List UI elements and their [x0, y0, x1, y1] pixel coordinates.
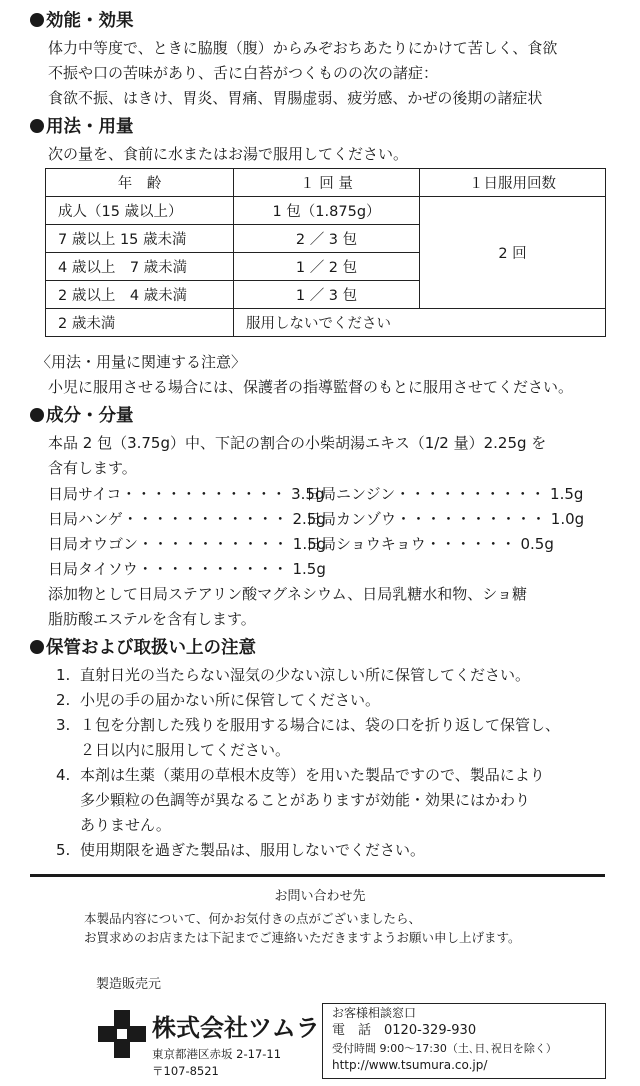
- amount-cell: 1 ／ 3 包: [234, 281, 420, 309]
- age-cell: 2 歳未満: [46, 309, 234, 337]
- storage-line: １包を分割した残りを服用する場合には、袋の口を折り返して保管し、: [80, 716, 561, 734]
- storage-number: 4.: [56, 766, 71, 784]
- maker-postal: 〒107-8521: [152, 1064, 219, 1078]
- ingredient-item: 日局サイコ・・・・・・・・・・・ 3.5g: [48, 485, 325, 503]
- inquiry-title: お問い合わせ先: [274, 889, 366, 904]
- header-amount: １ 回 量: [234, 169, 420, 197]
- inquiry-line: お買求めのお店または下記までご連絡いただきますようお願い申し上げます。: [84, 930, 521, 945]
- company-name: 株式会社ツムラ: [152, 1014, 320, 1042]
- dosage-note-text: 小児に服用させる場合には、保護者の指導監督のもとに服用させてください。: [48, 378, 574, 396]
- storage-line: 小児の手の届かない所に保管してください。: [80, 691, 381, 709]
- bullet-icon: [30, 640, 44, 654]
- bullet-icon: [30, 119, 44, 133]
- ingredient-item: 日局ハンゲ・・・・・・・・・・・ 2.5g: [48, 510, 326, 528]
- amount-cell: 2 ／ 3 包: [234, 225, 420, 253]
- ingredients-intro: 本品 2 包（3.75g）中、下記の割合の小柴胡湯エキス（1/2 量）2.25g を: [48, 434, 547, 452]
- bullet-icon: [30, 408, 44, 422]
- contact-title: お客様相談窓口: [332, 1006, 417, 1020]
- table-row: [46, 197, 606, 225]
- contact-url[interactable]: http://www.tsumura.co.jp/: [332, 1058, 488, 1072]
- age-cell: 2 歳以上 4 歳未満: [46, 281, 234, 309]
- ingredients-heading: 成分・分量: [30, 405, 134, 427]
- ingredient-item: 日局タイソウ・・・・・・・・・・ 1.5g: [48, 560, 326, 578]
- header-times: １日服用回数: [420, 169, 606, 197]
- efficacy-line: 食欲不振、はきけ、胃炎、胃痛、胃腸虚弱、疲労感、かぜの後期の諸症状: [48, 89, 543, 107]
- storage-number: 2.: [56, 691, 71, 709]
- storage-line: ２日以内に服用してください。: [80, 741, 291, 759]
- contact-hours: 受付時間 9:00〜17:30（土､日､祝日を除く）: [332, 1042, 557, 1055]
- inquiry-line: 本製品内容について、何かお気付きの点がございましたら、: [84, 911, 422, 926]
- maker-address: 東京都港区赤坂 2-17-11: [152, 1047, 282, 1061]
- age-cell: 成人（15 歳以上）: [46, 197, 234, 225]
- efficacy-line: 体力中等度で、ときに脇腹（腹）からみぞおちあたりにかけて苦しく、食欲: [48, 39, 558, 57]
- storage-heading: 保管および取扱い上の注意: [30, 637, 256, 659]
- table-row: [46, 309, 606, 337]
- efficacy-line: 不振や口の苦味があり、舌に白苔がつくものの次の諸症：: [48, 64, 439, 82]
- ingredient-item: 日局オウゴン・・・・・・・・・・ 1.5g: [48, 535, 327, 553]
- storage-number: 5.: [56, 841, 71, 859]
- storage-line: ありません。: [80, 816, 171, 834]
- dosage-heading: 用法・用量: [30, 116, 134, 138]
- amount-cell: 1 包（1.875g）: [234, 197, 420, 225]
- ingredients-intro: 含有します。: [48, 459, 137, 477]
- age-cell: 4 歳以上 7 歳未満: [46, 253, 234, 281]
- dosage-note-title: 〈用法・用量に関連する注意〉: [36, 353, 247, 371]
- additives-line: 脂肪酸エステルを含有します。: [48, 610, 256, 628]
- storage-line: 使用期限を過ぎた製品は、服用しないでください。: [80, 841, 426, 859]
- table-header-row: [46, 169, 606, 197]
- age-cell: 7 歳以上 15 歳未満: [46, 225, 234, 253]
- header-age: 年 齢: [46, 169, 234, 197]
- storage-number: 1.: [56, 666, 71, 684]
- tsumura-logo: [98, 1010, 146, 1058]
- maker-label: 製造販売元: [96, 977, 162, 992]
- under2-note: 服用しないでください: [234, 309, 606, 337]
- contact-tel: 電 話 0120-329-930: [332, 1023, 477, 1038]
- ingredient-item: 日局カンゾウ・・・・・・・・・・ 1.0g: [306, 510, 585, 528]
- storage-line: 直射日光の当たらない湿気の少ない涼しい所に保管してください。: [80, 666, 531, 684]
- amount-cell: 1 ／ 2 包: [234, 253, 420, 281]
- additives-line: 添加物として日局ステアリン酸マグネシウム、日局乳糖水和物、ショ糖: [48, 585, 527, 603]
- storage-line: 多少顆粒の色調等が異なることがありますが効能・効果にはかわり: [80, 791, 531, 809]
- ingredient-item: 日局ショウキョウ・・・・・・ 0.5g: [306, 535, 554, 553]
- dosage-table: [45, 168, 606, 337]
- ingredient-item: 日局ニンジン・・・・・・・・・・ 1.5g: [306, 485, 584, 503]
- efficacy-heading: 効能・効果: [30, 10, 134, 32]
- dosage-intro: 次の量を、食前に水またはお湯で服用してください。: [48, 145, 409, 163]
- section-divider: [30, 874, 605, 877]
- storage-line: 本剤は生薬（薬用の草根木皮等）を用いた製品ですので、製品により: [80, 766, 545, 784]
- times-cell: 2 回: [420, 197, 606, 309]
- bullet-icon: [30, 13, 44, 27]
- storage-number: 3.: [56, 716, 71, 734]
